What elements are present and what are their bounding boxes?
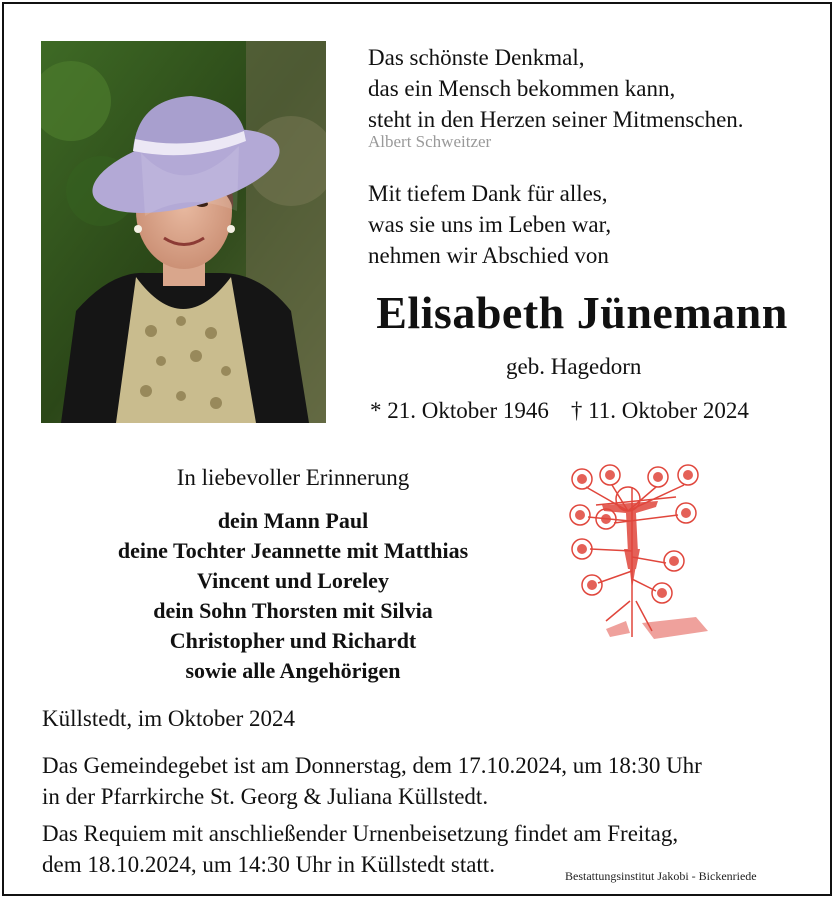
farewell-line: nehmen wir Abschied von (368, 243, 609, 268)
quote (368, 42, 744, 135)
notice-line: Das Gemeindegebet ist am Donnerstag, dem 17.10.2024, um 18:30 Uhr (42, 753, 702, 778)
birth-name: geb. Hagedorn (506, 354, 642, 379)
quote-line: Das schönste Denkmal, (368, 45, 585, 70)
mourners-list (42, 506, 544, 686)
birth-date: * 21. Oktober 1946 (370, 398, 549, 423)
farewell-text (368, 178, 611, 271)
mourner-line: Vincent und Loreley (197, 568, 389, 593)
mourner-line: Christopher und Richardt (169, 628, 417, 653)
death-date: † 11. Oktober 2024 (570, 398, 749, 423)
farewell-line: Mit tiefem Dank für alles, (368, 181, 608, 206)
deceased-name: Elisabeth Jünemann (376, 287, 788, 338)
mourner-line: dein Sohn Thorsten mit Silvia (153, 598, 433, 623)
mourner-line: deine Tochter Jeannette mit Matthias (117, 538, 469, 563)
undertaker-credit: Bestattungsinstitut Jakobi - Bickenriede (565, 869, 757, 883)
portrait-photo (41, 41, 326, 423)
notice-line: in der Pfarrkirche St. Georg & Juliana Küllstedt. (42, 784, 489, 809)
notice-line: Das Requiem mit anschließender Urnenbeisetzung findet am Freitag, (42, 821, 679, 846)
quote-line: das ein Mensch bekommen kann, (368, 76, 676, 101)
quote-author: Albert Schweitzer (368, 132, 492, 151)
place-date: Küllstedt, im Oktober 2024 (42, 706, 295, 731)
quote-line: steht in den Herzen seiner Mitmenschen. (368, 107, 744, 132)
farewell-line: was sie uns im Leben war, (368, 212, 612, 237)
life-dates (370, 398, 749, 424)
crucifix-emblem-icon (566, 461, 710, 653)
mourner-line: dein Mann Paul (217, 508, 369, 533)
notice-line: dem 18.10.2024, um 14:30 Uhr in Küllstedt statt. (42, 852, 495, 877)
prayer-notice (42, 750, 702, 812)
memory-title: In liebevoller Erinnerung (176, 465, 410, 490)
mourner-line: sowie alle Angehörigen (185, 658, 401, 683)
